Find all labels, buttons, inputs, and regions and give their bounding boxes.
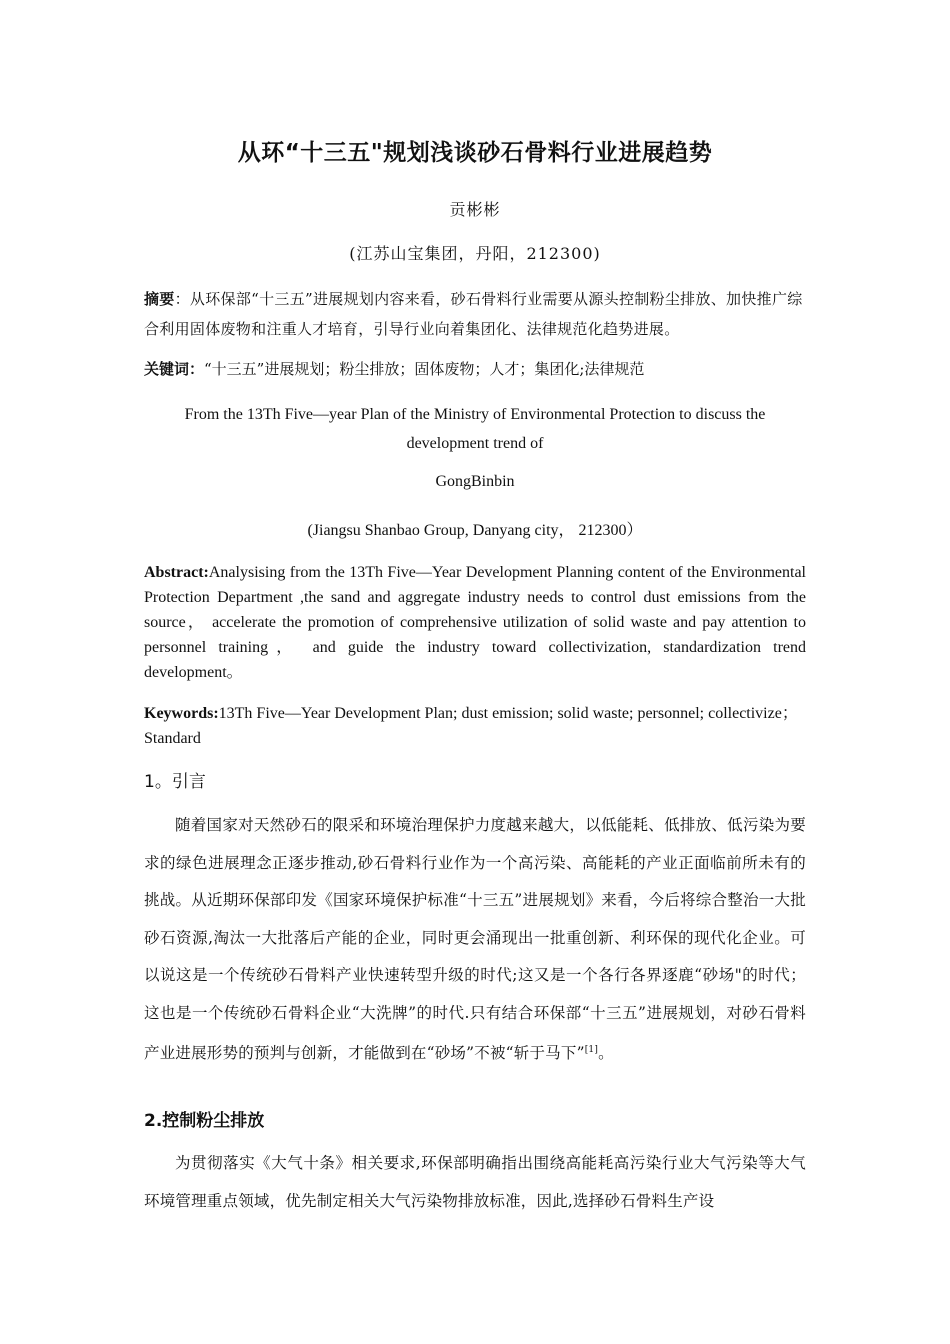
section-2-paragraph: 为贯彻落实《大气十条》相关要求,环保部明确指出围绕高能耗高污染行业大气污染等大气环境管理重点领域，优先制定相关大气污染物排放标准，因此,选择砂石骨料生产设 (144, 1154, 806, 1210)
english-title-text: From the 13Th Five—year Plan of the Ministry of Environmental Protection to discuss the development trend of (184, 406, 766, 452)
section-1-paragraph (144, 807, 806, 1073)
keywords-en-text: 13Th Five—Year Development Plan; dust emission; solid waste; personnel; collectivize； Standard (144, 705, 798, 747)
section-1-text: 随着国家对天然砂石的限采和环境治理保护力度越来越大，以低能耗、低排放、低污染为要求的绿色进展理念正逐步推动,砂石骨料行业作为一个高污染、高能耗的产业正面临前所未有的挑战。从近期环保部印发《国家环境保护标准“十三五”进展规划》来看，今后将综合整治一大批砂石资源,淘汰一大批落后产能的企业，同时更会涌现出一批重创新、利环保的现代化企业。可以说这是一个传统砂石骨料产业快速转型升级的时代;这又是一个各行各界逐鹿“砂场"的时代；这也是一个传统砂石骨料企业“大洗牌”的时代.只有结合环保部“十三五”进展规划，对砂石骨料产业进展形势的预判与创新，才能做到在“砂场”不被“斩于马下” (144, 816, 806, 1062)
keywords-cn (144, 356, 806, 382)
abstract-cn (144, 284, 806, 344)
abstract-cn-text: 从环保部“十三五”进展规划内容来看，砂石骨料行业需要从源头控制粉尘排放、加快推广综合利用固体废物和注重人才培育，引导行业向着集团化、法律规范化趋势进展。 (144, 290, 803, 338)
section-1-heading: 1。引言 (144, 772, 206, 792)
keywords-en-label: Keywords: (144, 705, 219, 722)
paper-title: 从环“十三五"规划浅谈砂石骨料行业进展趋势 (237, 140, 713, 166)
affiliation-cn: (江苏山宝集团，丹阳，212300) (349, 244, 601, 263)
author-name-cn: 贡彬彬 (449, 200, 501, 219)
abstract-en-text: Analysising from the 13Th Five—Year Development Planning content of the Environmental Protection Department ,the sand and aggregate industry needs to control dust emissions from the source， accelerate the promotion of comprehensive utilization of solid waste and pay attention to personnel training， and guide the industry toward collectivization, standardization trend development。 (144, 564, 806, 681)
section-2-heading: 2.控制粉尘排放 (144, 1111, 265, 1131)
keywords-cn-label: 关键词： (144, 360, 205, 378)
abstract-en-label: Abstract: (144, 564, 209, 581)
abstract-cn-colon: ： (174, 290, 190, 308)
keywords-cn-text: “十三五”进展规划；粉尘排放；固体废物；人才；集团化;法律规范 (204, 360, 645, 378)
citation-marker: [1] (584, 1045, 599, 1055)
abstract-en (144, 560, 806, 685)
affiliation-en: (Jiangsu Shanbao Group, Danyang city， 212300） (307, 522, 643, 539)
section-1-end: 。 (598, 1044, 614, 1062)
author-name-en: GongBinbin (435, 473, 515, 490)
abstract-cn-label: 摘要 (144, 290, 175, 308)
english-title (0, 400, 950, 458)
keywords-en (144, 701, 806, 751)
